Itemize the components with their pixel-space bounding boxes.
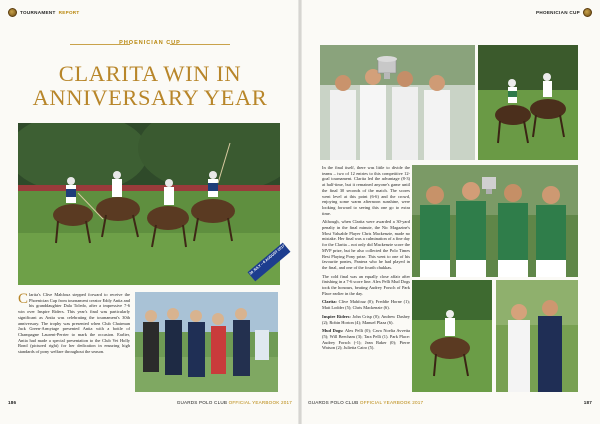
body-paragraph: Although, when Clarita were awarded a 30-yard penalty in the final minute, the Nic Magazine's Most Valuable Player Chris Mackenzie, made no mistake. Her final was a culmination of a fine day for the Clarita – not only did Mackenzie score the MVP prize, but he also collected the Polo Times Best Playing Pony prize. This went to one of his favourite ponies, Pantera who he had played in the final, and one of the fourth chukkas. <box>322 219 410 270</box>
right-running-header <box>536 6 592 18</box>
lineup-text: John Crisp (0); Andrew Dashey (2); Robin Horton (4); Manuel Plaza (6). <box>322 313 410 325</box>
article-title-line-1: CLARITA WIN IN <box>58 61 242 86</box>
lineup-text: Alex Pelli (0); Cava Noelia Avvetta (5); Will Beecham (3); Tara Pelli (1). Park Place: Audrey Forsch (-1); Jean Baker (0); Pierre Watson (2); Julietta Cairo (5). <box>322 328 411 351</box>
footer-yearbook-right: OFFICIAL YEARBOOK 2017 <box>359 400 424 405</box>
left-page-number: 186 <box>8 400 17 405</box>
trophy-celebration-photo <box>320 45 475 160</box>
body-paragraph: The cold final was an equally close affair after finishing in a 7-6 score line. Alex Pelli Mud Dogs took the honours, beating Audrey Forsch of Park Place earlier in the day. <box>322 273 410 296</box>
drop-cap: C <box>18 291 29 307</box>
lineup-label: Inspire Riders: <box>322 313 351 319</box>
lineup-inspire <box>322 314 410 325</box>
article-body-column <box>322 165 410 354</box>
lineup-label: Mud Dogs: <box>322 328 344 334</box>
lineup-mud-dogs <box>322 328 410 351</box>
lineup-clarita <box>322 299 410 310</box>
left-footer <box>8 400 292 405</box>
header-section-right: PHOENICIAN CUP <box>535 9 580 15</box>
footer-yearbook: OFFICIAL YEARBOOK 2017 <box>228 400 292 405</box>
match-action-photo <box>18 123 280 285</box>
body-paragraph: In the final itself, there was little to divide the teams – two of 12 entries to this competitive 12-goal tournament. Clarita led the advantage (8-3) at half-time, but it remained anyone's game until the final 30 seconds of the match. The scores went level at this point (6-6) and the crowd, enjoying some warm afternoon sunshine, were looking forward to seeing this one go to extra time. <box>322 165 410 216</box>
lineup-label: Clarita: <box>322 299 337 305</box>
header-section: TOURNAMENT <box>20 9 56 15</box>
event-date-banner: 30 JULY – 6 AUGUST 2017 <box>248 243 291 282</box>
article-category: PHOENICIAN CUP <box>119 40 181 46</box>
header-subsection: REPORT <box>58 9 80 15</box>
club-crest-icon <box>8 8 17 17</box>
spine-gutter <box>298 0 302 424</box>
left-running-header <box>8 6 80 18</box>
match-horses-photo <box>478 45 578 160</box>
club-crest-icon-right <box>583 8 592 17</box>
chukka-action-photo <box>412 280 492 392</box>
team-trophy-photo <box>412 165 578 277</box>
category-rule-right <box>170 44 230 45</box>
vet-presentation-photo <box>496 280 578 392</box>
lead-paragraph <box>18 292 130 355</box>
prize-giving-photo <box>135 292 278 392</box>
article-title-line-2: ANNIVERSARY YEAR <box>32 85 268 110</box>
footer-club: GUARDS POLO CLUB <box>176 400 228 405</box>
footer-club-right: GUARDS POLO CLUB <box>308 400 359 405</box>
right-footer <box>308 400 592 405</box>
lead-text: larita's Clive Mahfouz stepped forward to receive the Phoenician Cup from tournament creator Eddy Antia and his granddaughter Dala Toledo, after a impressive 7-6 win over Inspire Riders. This year's final was particularly significant as Antia was celebrating the tournament's 30th anniversary. The trophy was presented when Club Chairman Jack Green-Armytage presented Antia with a bottle of Champagne Laurent-Perrier to mark the occasion. Earlier, Antia had made a special presentation to the Club Vet Holly Bond (pictured right) for her dedication in ensuring high standards of pony welfare throughout the season. <box>18 292 130 355</box>
right-page-number: 187 <box>583 400 592 405</box>
lineup-text: Clive Mahfouz (0); Freddie Horne (1); Matt Lodder (5); Chris Mackenzie (6). <box>322 299 410 311</box>
